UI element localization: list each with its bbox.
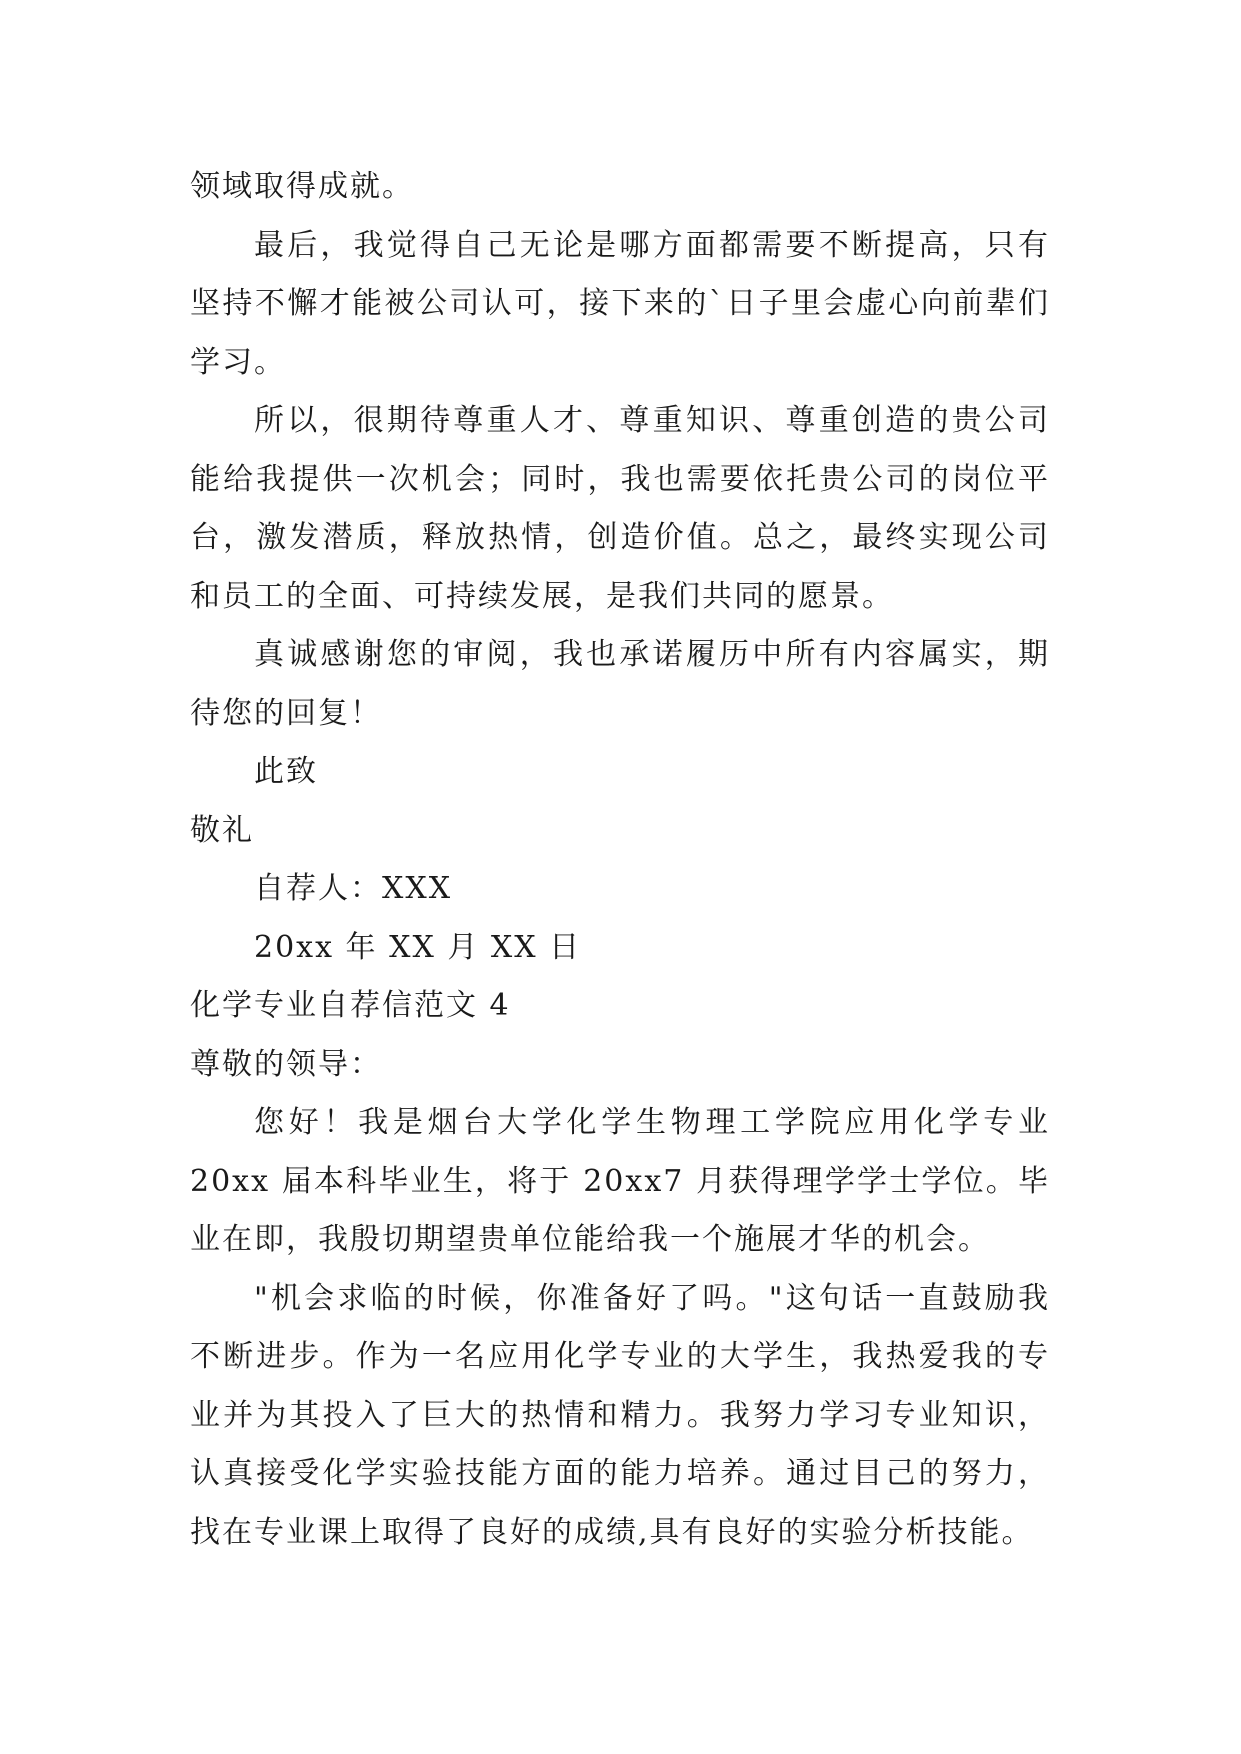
signature-name: 自荐人：XXX (254, 871, 453, 906)
signature-date: 20xx 年 XX 月 XX 日 (254, 929, 582, 965)
paragraph-closing-remarks: 最后，我觉得自己无论是哪方面都需要不断提高，只有坚持不懈才能被公司认可，接下来的`日子里会虚心向前辈们学习。 (190, 227, 1050, 380)
paragraph-introduction: 您好！我是烟台大学化学生物理工学院应用化学专业20xx 届本科毕业生，将于 20xx7 月获得理学学士学位。毕业在即，我殷切期望贵单位能给我一个施展才华的机会。 (190, 1105, 1050, 1257)
section-heading: 化学专业自荐信范文 4 (190, 988, 511, 1023)
salutation-jingli: 敬礼 (190, 812, 254, 848)
salutation-cizhi: 此致 (254, 754, 318, 789)
letter-greeting: 尊敬的领导： (190, 1046, 382, 1082)
paragraph-continuation: 领域取得成就。 (190, 169, 414, 204)
paragraph-company-expectation: 所以，很期待尊重人才、尊重知识、尊重创造的贵公司能给我提供一次机会；同时，我也需要依托贵公司的岗位平台，激发潜质，释放热情，创造价值。总之，最终实现公司和员工的全面、可持续发展，是我们共同的愿景。 (190, 403, 1050, 614)
document-body (190, 158, 1050, 1562)
paragraph-thanks: 真诚感谢您的审阅，我也承诺履历中所有内容属实，期待您的回复！ (190, 637, 1050, 731)
paragraph-motivation: "机会求临的时候，你准备好了吗。"这句话一直鼓励我不断进步。作为一名应用化学专业的大学生，我热爱我的专业并为其投入了巨大的热情和精力。我努力学习专业知识，认真接受化学实验技能方面的能力培养。通过目己的努力，找在专业课上取得了良好的成绩,具有良好的实验分析技能。 (190, 1280, 1050, 1550)
